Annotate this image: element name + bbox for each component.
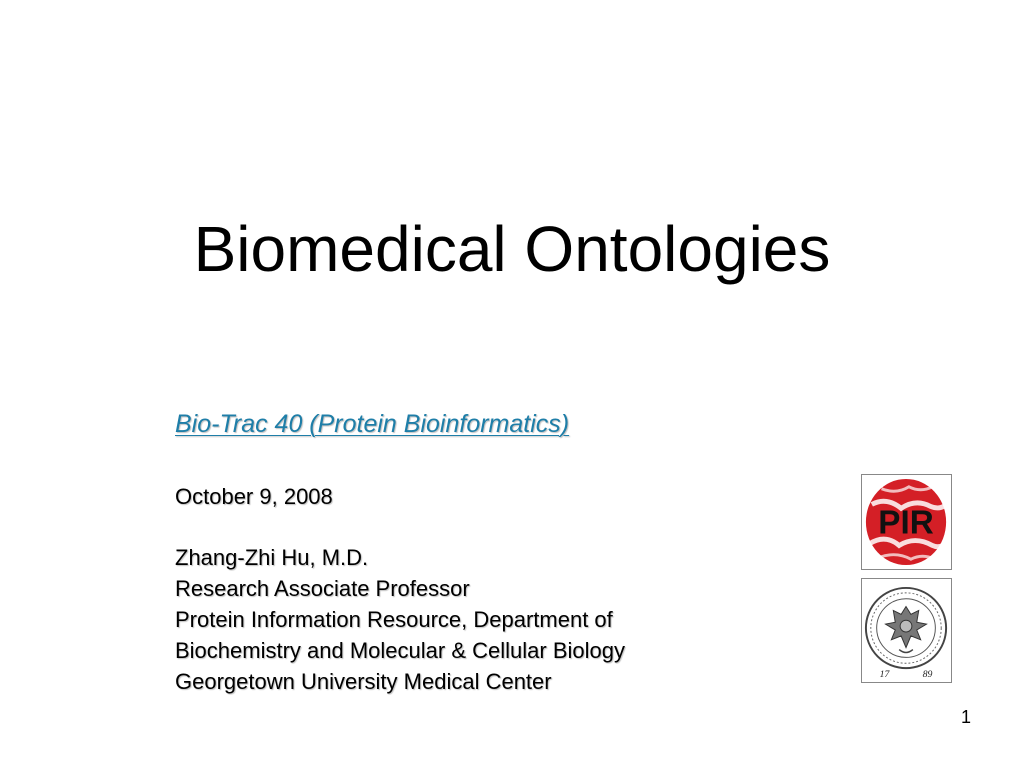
author-block (175, 542, 625, 697)
author-affiliation-line2: Biochemistry and Molecular & Cellular Biology (175, 638, 625, 663)
author-name: Zhang-Zhi Hu, M.D. (175, 545, 369, 570)
pir-logo-text: PIR (878, 504, 934, 542)
author-institution: Georgetown University Medical Center (175, 669, 552, 694)
presentation-date: October 9, 2008 (175, 484, 333, 509)
author-position: Research Associate Professor (175, 576, 470, 601)
seal-year-left: 17 (879, 668, 890, 680)
pir-logo-icon (862, 475, 951, 569)
page-number: 1 (960, 707, 971, 727)
author-affiliation-line1: Protein Information Resource, Department of (175, 607, 613, 632)
georgetown-seal-logo (861, 578, 952, 683)
slide-title: Biomedical Ontologies (193, 213, 831, 285)
seal-year-right: 89 (922, 668, 933, 680)
georgetown-seal-icon (862, 579, 951, 682)
course-subtitle-link[interactable]: Bio-Trac 40 (Protein Bioinformatics) (175, 410, 570, 438)
pir-logo (861, 474, 952, 570)
